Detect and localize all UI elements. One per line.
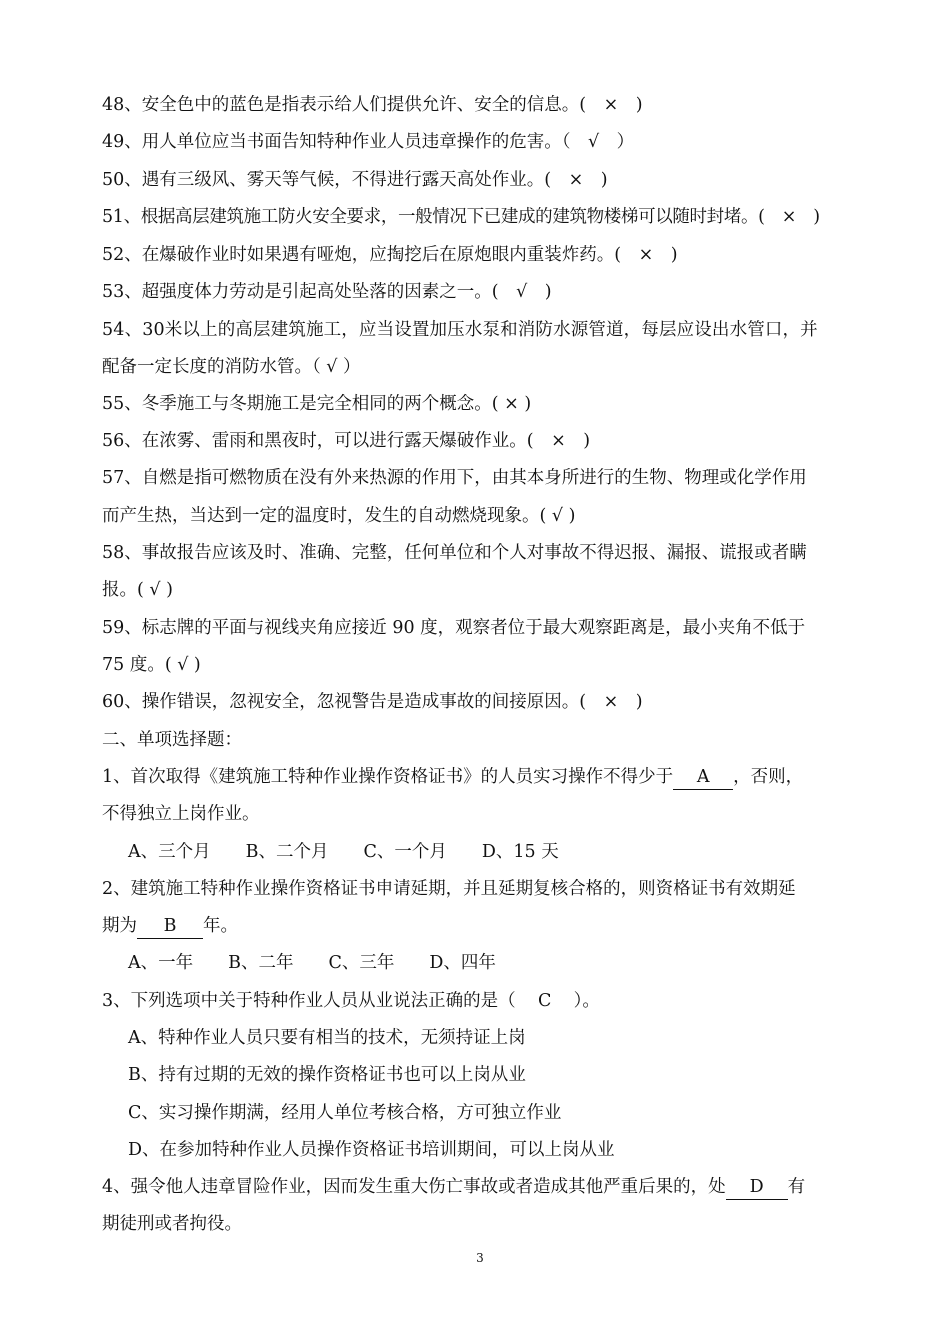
judgement-item-54-line1: 54、30米以上的高层建筑施工，应当设置加压水泵和消防水源管道，每层应设出水管口，并 [102,320,818,340]
question-text: ）。 [573,991,600,1011]
judgement-item-57-line1: 57、自燃是指可燃物质在没有外来热源的作用下，由其本身所进行的生物、物理或化学作用 [102,468,807,488]
section-title: 二、单项选择题： [102,730,242,750]
question-text: 1、首次取得《建筑施工特种作业操作资格证书》的人员实习操作不得少于 [102,767,674,787]
judgement-item-58-line2: 报。( √ ) [102,580,173,600]
judgement-item-54-line2: 配备一定长度的消防水管。（ √ ） [102,357,361,377]
question-text: 4、强令他人违章冒险作业，因而发生重大伤亡事故或者造成其他严重后果的，处 [102,1177,726,1197]
judgement-item-48: 48、安全色中的蓝色是指表示给人们提供允许、安全的信息。( × ) [102,95,643,115]
choice-question-2-line1: 2、建筑施工特种作业操作资格证书申请延期，并且延期复核合格的，则资格证书有效期延 [102,879,796,899]
judgement-item-51: 51、根据高层建筑施工防火安全要求，一般情况下已建成的建筑物楼梯可以随时封堵。( × ) [102,207,820,227]
choice-question-3-option-c: C、实习操作期满，经用人单位考核合格，方可独立作业 [128,1103,562,1123]
choice-question-2-options: A、一年 B、二年 C、三年 D、四年 [128,953,496,973]
judgement-item-60: 60、操作错误，忽视安全，忽视警告是造成事故的间接原因。( × ) [102,692,643,712]
page-number: 3 [476,1251,484,1265]
judgement-item-53: 53、超强度体力劳动是引起高处坠落的因素之一。( √ ) [102,282,552,302]
choice-question-3-option-b: B、持有过期的无效的操作资格证书也可以上岗从业 [128,1065,526,1085]
choice-question-4-line2: 期徒刑或者拘役。 [102,1214,242,1234]
judgement-item-49: 49、用人单位应当书面告知特种作业人员违章操作的危害。（ √ ） [102,132,635,152]
judgement-item-57-line2: 而产生热，当达到一定的温度时，发生的自动燃烧现象。( √ ) [102,506,576,526]
judgement-item-55: 55、冬季施工与冬期施工是完全相同的两个概念。( × ) [102,394,532,414]
judgement-item-52: 52、在爆破作业时如果遇有哑炮，应掏挖后在原炮眼内重装炸药。( × ) [102,245,678,265]
choice-question-3-option-a: A、特种作业人员只要有相当的技术，无须持证上岗 [128,1028,526,1048]
choice-question-1-line2: 不得独立上岗作业。 [102,804,260,824]
judgement-item-59-line1: 59、标志牌的平面与视线夹角应接近 90 度，观察者位于最大观察距离是，最小夹角不低于 [102,618,806,638]
judgement-item-56: 56、在浓雾、雷雨和黑夜时，可以进行露天爆破作业。( × ) [102,431,591,451]
answer-blank: A [673,765,733,790]
answer-blank: D [726,1175,788,1200]
choice-question-2-line2 [102,914,238,939]
judgement-item-50: 50、遇有三级风、雾天等气候，不得进行露天高处作业。( × ) [102,170,608,190]
answer-mark: C [537,991,552,1011]
question-text: 期为 [102,916,137,936]
choice-question-4-line1 [102,1175,805,1200]
choice-question-3 [102,989,600,1013]
answer-blank: B [137,914,203,939]
choice-question-1-options: A、三个月 B、二个月 C、一个月 D、15 天 [128,842,559,862]
question-text: 有 [787,1177,806,1197]
choice-question-1-line1 [102,765,803,790]
judgement-item-58-line1: 58、事故报告应该及时、准确、完整，任何单位和个人对事故不得迟报、漏报、谎报或者瞒 [102,543,807,563]
question-text: 年。 [203,916,238,936]
question-text: 3、下列选项中关于特种作业人员从业说法正确的是（ [102,991,516,1011]
question-text: ，否则， [733,767,804,787]
choice-question-3-option-d: D、在参加特种作业人员操作资格证书培训期间，可以上岗从业 [128,1140,615,1160]
judgement-item-59-line2: 75 度。( √ ) [102,655,201,675]
